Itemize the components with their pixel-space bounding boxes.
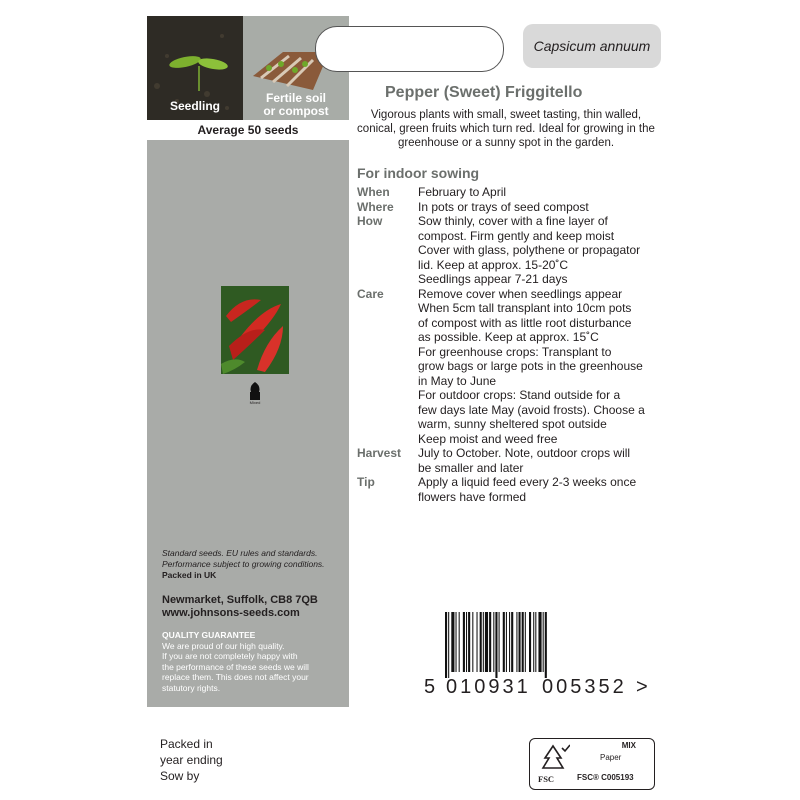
instruction-key xyxy=(357,490,418,505)
instruction-key xyxy=(357,243,418,258)
instruction-row xyxy=(357,330,667,345)
barcode-bar xyxy=(499,612,500,672)
fineprint xyxy=(162,548,342,581)
instruction-value: February to April xyxy=(418,185,507,199)
instruction-value: lid. Keep at approx. 15-20˚C xyxy=(418,257,569,272)
chili-photo xyxy=(221,286,289,374)
barcode-bar xyxy=(495,612,497,678)
instruction-value: Seedlings appear 7-21 days xyxy=(418,272,568,286)
instruction-row xyxy=(357,272,667,287)
barcode-bar xyxy=(522,612,524,672)
instruction-row xyxy=(357,229,667,244)
quality-title: QUALITY GUARANTEE xyxy=(162,630,256,640)
instruction-key: Where xyxy=(357,199,394,214)
barcode-bar xyxy=(503,612,505,672)
barcode-bar xyxy=(480,612,482,672)
instruction-key xyxy=(357,359,418,374)
instruction-row xyxy=(357,403,667,418)
barcode-bar xyxy=(489,612,491,672)
instruction-key: Tip xyxy=(357,475,375,489)
fsc-badge xyxy=(529,738,655,790)
barcode-bar xyxy=(445,612,447,678)
product-description: Vigorous plants with small, sweet tasting, thin walled, conical, green fruits which turn red. Ideal for growing in the greenhouse or a sunny spot in the garden. xyxy=(357,109,655,149)
barcode-bar xyxy=(543,612,544,672)
barcode xyxy=(445,612,645,678)
quality-guarantee xyxy=(162,630,347,693)
instruction-value: as possible. Keep at approx. 15˚C xyxy=(418,330,599,344)
barcode-bar xyxy=(448,612,449,678)
instruction-value: warm, sunny sheltered spot outside xyxy=(418,417,607,431)
product-title: Pepper (Sweet) Friggitello xyxy=(385,84,583,101)
barcode-bar xyxy=(456,612,457,672)
latin-name: Capsicum annuum xyxy=(523,24,661,68)
seedling-image xyxy=(147,16,243,120)
instruction-row xyxy=(357,214,667,229)
instruction-key xyxy=(357,432,418,447)
instruction-row xyxy=(357,475,667,490)
soil-label-2: or compost xyxy=(263,104,329,118)
barcode-bar xyxy=(525,612,526,672)
plant-type-caption: Mixed xyxy=(249,400,261,405)
instruction-row xyxy=(357,461,667,476)
barcode-digits-right: 005352 xyxy=(542,676,627,698)
barcode-bar xyxy=(485,612,488,672)
barcode-bar xyxy=(516,612,517,672)
barcode-bar xyxy=(459,612,460,672)
instruction-key xyxy=(357,301,418,316)
instruction-value: July to October. Note, outdoor crops will xyxy=(418,446,631,460)
barcode-bar xyxy=(519,612,521,672)
instruction-key xyxy=(357,258,418,273)
instruction-key xyxy=(357,229,418,244)
barcode-bar xyxy=(468,612,470,672)
instruction-value: few days late May (avoid frosts). Choose a xyxy=(418,402,645,417)
instruction-key xyxy=(357,345,418,360)
instruction-row xyxy=(357,490,667,505)
instruction-value: flowers have formed xyxy=(418,489,527,504)
instruction-row xyxy=(357,417,667,432)
instruction-value: Cover with glass, polythene or propagator xyxy=(418,243,641,257)
instruction-row xyxy=(357,200,667,215)
instruction-row xyxy=(357,374,667,389)
instruction-value: Apply a liquid feed every 2-3 weeks once xyxy=(418,475,637,489)
instruction-key: When xyxy=(357,185,390,199)
instruction-row xyxy=(357,446,667,461)
fsc-code: FSC® C005193 xyxy=(577,773,634,782)
packed-date-block xyxy=(160,736,223,784)
instruction-value: of compost with as little root disturbance xyxy=(418,315,632,330)
quality-line: If you are not completely happy with xyxy=(162,651,298,661)
instruction-key xyxy=(357,316,418,331)
instruction-key xyxy=(357,374,418,389)
barcode-bar xyxy=(483,612,484,672)
info-panel xyxy=(147,140,349,707)
instruction-value: For greenhouse crops: Transplant to xyxy=(418,344,612,359)
instruction-key xyxy=(357,461,418,476)
instruction-row xyxy=(357,359,667,374)
packed-line: Sow by xyxy=(160,769,200,783)
quality-line: statutory rights. xyxy=(162,682,221,693)
instruction-row xyxy=(357,287,667,302)
fsc-mix: MIX xyxy=(621,741,636,750)
address-line-1: Newmarket, Suffolk, CB8 7QB xyxy=(162,594,318,606)
seedling-label: Seedling xyxy=(169,99,220,113)
barcode-bar xyxy=(466,612,467,672)
packet-window xyxy=(315,26,504,72)
chili-illustration xyxy=(221,286,289,374)
barcode-bar xyxy=(493,612,494,672)
instruction-value: Sow thinly, cover with a fine layer of xyxy=(418,214,608,228)
barcode-arrow: > xyxy=(636,676,649,698)
barcode-bar xyxy=(506,612,507,672)
instruction-value: Keep moist and weed free xyxy=(418,431,558,446)
quality-line: the performance of these seeds we will xyxy=(162,661,309,672)
packed-line: Packed in xyxy=(160,737,213,751)
instruction-row xyxy=(357,243,667,258)
instruction-row xyxy=(357,388,667,403)
instruction-key xyxy=(357,417,418,432)
fineprint-line-2: Performance subject to growing conditions. xyxy=(162,559,325,569)
instruction-row xyxy=(357,432,667,447)
packed-line: year ending xyxy=(160,753,223,767)
fsc-brand: FSC xyxy=(538,774,555,784)
instruction-row xyxy=(357,301,667,316)
fsc-paper: Paper xyxy=(600,753,622,762)
quality-line: We are proud of our high quality. xyxy=(162,640,285,651)
instruction-value: grow bags or large pots in the greenhouse xyxy=(418,359,643,373)
instruction-value: For outdoor crops: Stand outside for a xyxy=(418,388,621,402)
instruction-value: be smaller and later xyxy=(418,460,524,475)
barcode-bar xyxy=(545,612,547,678)
instruction-row xyxy=(357,316,667,331)
barcode-bar xyxy=(529,612,531,672)
instruction-value: compost. Firm gently and keep moist xyxy=(418,228,615,243)
instruction-value: When 5cm tall transplant into 10cm pots xyxy=(418,301,632,315)
barcode-bar xyxy=(472,612,473,672)
plant-type-icon xyxy=(245,380,265,406)
barcode-digits xyxy=(424,676,649,699)
quality-line: replace them. This does not affect your xyxy=(162,672,309,682)
barcode-bar xyxy=(538,612,541,672)
instruction-value: In pots or trays of seed compost xyxy=(418,199,589,214)
barcode-bar xyxy=(535,612,536,672)
barcode-bar xyxy=(477,612,478,672)
average-seeds: Average 50 seeds xyxy=(147,120,349,140)
barcode-digit-first: 5 xyxy=(424,676,437,698)
sowing-instructions xyxy=(357,185,667,504)
barcode-digits-left: 010931 xyxy=(446,676,531,698)
instruction-value: in May to June xyxy=(418,373,497,388)
instruction-key: How xyxy=(357,214,383,228)
instruction-row xyxy=(357,258,667,273)
section-title: For indoor sowing xyxy=(357,165,480,181)
instruction-value: Remove cover when seedlings appear xyxy=(418,286,623,301)
barcode-bar xyxy=(511,612,513,672)
instruction-key xyxy=(357,388,418,403)
barcode-bar xyxy=(451,612,454,672)
soil-label-1: Fertile soil xyxy=(265,91,327,105)
packed-in-uk: Packed in UK xyxy=(162,570,217,580)
instruction-row xyxy=(357,185,667,200)
instruction-row xyxy=(357,345,667,360)
website-link[interactable]: www.johnsons-seeds.com xyxy=(162,607,300,619)
barcode-bar xyxy=(509,612,510,672)
instruction-key: Care xyxy=(357,286,384,301)
barcode-bar xyxy=(533,612,534,672)
instruction-key: Harvest xyxy=(357,446,402,460)
instruction-key xyxy=(357,272,418,287)
instruction-key xyxy=(357,403,418,418)
address xyxy=(162,594,347,620)
instruction-key xyxy=(357,330,418,345)
fineprint-line-1: Standard seeds. EU rules and standards. xyxy=(162,548,318,558)
barcode-bar xyxy=(463,612,465,672)
